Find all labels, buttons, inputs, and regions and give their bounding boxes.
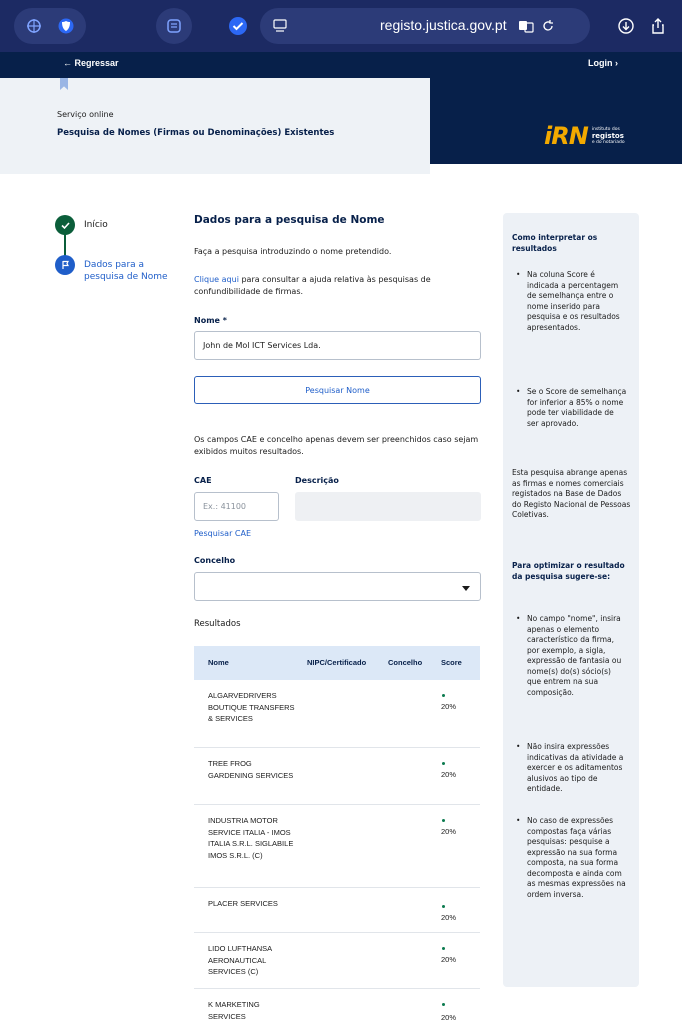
concelho-label: Concelho [194,556,236,565]
step-label: Início [84,220,108,230]
table-row[interactable] [194,748,480,805]
login-link[interactable]: Login › [588,58,618,68]
row-name: PLACER SERVICES [208,899,278,908]
concelho-select[interactable] [194,572,481,601]
name-label: Nome * [194,316,227,325]
row-name: TREE FROG GARDENING SERVICES [208,759,294,780]
help-item: • Se o Score de semelhança for inferior a 85% o nome pode ter viabilidade de ser aprovado. [527,387,627,429]
table-row[interactable] [194,933,480,989]
translate-icon[interactable] [518,18,534,38]
cae-note: Os campos CAE e concelho apenas devem ser preenchidos caso sejam exibidos muitos resultados. [194,435,479,456]
address-bar[interactable] [260,8,590,44]
table-header [194,646,480,680]
help-panel [503,213,639,987]
row-name: INDUSTRIA MOTOR SERVICE ITALIA - IMOS ITALIA S.R.L. SIGLABILE IMOS S.R.L. (C) [208,816,294,860]
flag-icon [55,255,75,275]
browser-toolbar [0,0,682,52]
search-name-button[interactable]: Pesquisar Nome [194,376,481,404]
caret-down-icon [462,584,470,593]
step-dados[interactable] [55,255,185,283]
table-row[interactable] [194,680,480,748]
step-inicio[interactable] [55,215,108,235]
description-field [295,492,481,521]
reader-icon[interactable] [272,18,288,38]
share-icon[interactable] [642,10,674,42]
score-indicator [442,905,445,908]
description-label: Descrição [295,476,339,485]
vpn-icon[interactable] [18,10,50,42]
step-label: Dados para a pesquisa de Nome [84,260,168,282]
col-concelho[interactable]: Concelho [388,658,423,667]
row-score: 20% [441,702,457,711]
score-indicator [442,694,445,697]
search-cae-link[interactable]: Pesquisar CAE [194,529,252,538]
bookmark-icon [60,78,68,90]
score-indicator [442,1003,445,1006]
site-nav [0,52,682,78]
shield-extension-icon[interactable] [50,10,82,42]
col-nome[interactable]: Nome [208,658,229,667]
row-name: K MARKETING SERVICES [208,1000,260,1021]
reload-icon[interactable] [540,18,556,38]
help-item: • Não insira expressões indicativas da atividade a exercer e os aditamentos alusivos ao tipo de entidade. [527,742,627,795]
downloads-icon[interactable] [610,10,642,42]
help-text: Clique aqui para consultar a ajuda relativa às pesquisas de confundibilidade de firmas. [194,275,431,296]
col-score[interactable]: Score [441,658,462,667]
table-row[interactable] [194,888,480,933]
check-extension-icon[interactable] [222,10,254,42]
form-title: Dados para a pesquisa de Nome [194,214,385,226]
url-text: registo.justica.gov.pt [380,17,507,33]
service-banner [0,78,430,174]
col-nipc[interactable]: NIPC/Certificado [307,658,367,667]
service-label: Serviço online [57,110,114,119]
cae-input[interactable]: Ex.: 41100 [194,492,279,521]
row-score: 20% [441,770,457,779]
score-indicator [442,947,445,950]
score-indicator [442,762,445,765]
row-name: LIDO LUFTHANSA AERONAUTICAL SERVICES (C) [208,944,272,976]
intro-text: Faça a pesquisa introduzindo o nome pretendido. [194,247,392,256]
help-link[interactable]: Clique aqui [194,275,239,284]
help-item: • No campo "nome", insira apenas o elemento característico da firma, por exemplo, a sigla, expressão de fantasia ou nome(s) do(s) sócio(s) que entrem na sua composição. [527,614,627,698]
help-item: • No caso de expressões compostas faça várias pesquisas: pesquise a expressão na sua forma composta, na sua forma decomposta e ainda com as mesmas expressões na ordem inversa. [527,816,627,900]
row-score: 20% [441,827,457,836]
table-row[interactable] [194,989,480,1029]
cae-label: CAE [194,476,212,485]
results-title: Resultados [194,619,241,629]
row-score: 20% [441,955,457,964]
irn-logo-text: instituto dos registos e do notariado [591,127,625,145]
back-link[interactable]: ← Regressar [63,58,119,68]
help-subtitle: Para optimizar o resultado da pesquisa sugere-se: [512,561,625,581]
page-title: Pesquisa de Nomes (Firmas ou Denominações) Existentes [57,128,335,138]
irn-logo-mark: iRN [544,122,588,150]
irn-logo[interactable] [544,122,625,150]
row-score: 20% [441,913,457,922]
help-item: • Na coluna Score é indicada a percentagem de semelhança entre o nome inserido para pesquisa e os resultados apresentados. [527,270,627,333]
help-title: Como interpretar os resultados [512,233,598,253]
score-indicator [442,819,445,822]
name-input[interactable]: John de Mol ICT Services Lda. [194,331,481,360]
notes-icon[interactable] [158,10,190,42]
help-paragraph: Esta pesquisa abrange apenas as firmas e nomes comerciais registados na Base de Dados do Registo Nacional de Pessoas Coletivas. [512,468,631,519]
row-score: 20% [441,1013,457,1022]
table-row[interactable] [194,805,480,888]
check-icon [55,215,75,235]
row-name: ALGARVEDRIVERS BOUTIQUE TRANSFERS & SERVICES [208,691,295,723]
brand-banner [430,78,682,164]
